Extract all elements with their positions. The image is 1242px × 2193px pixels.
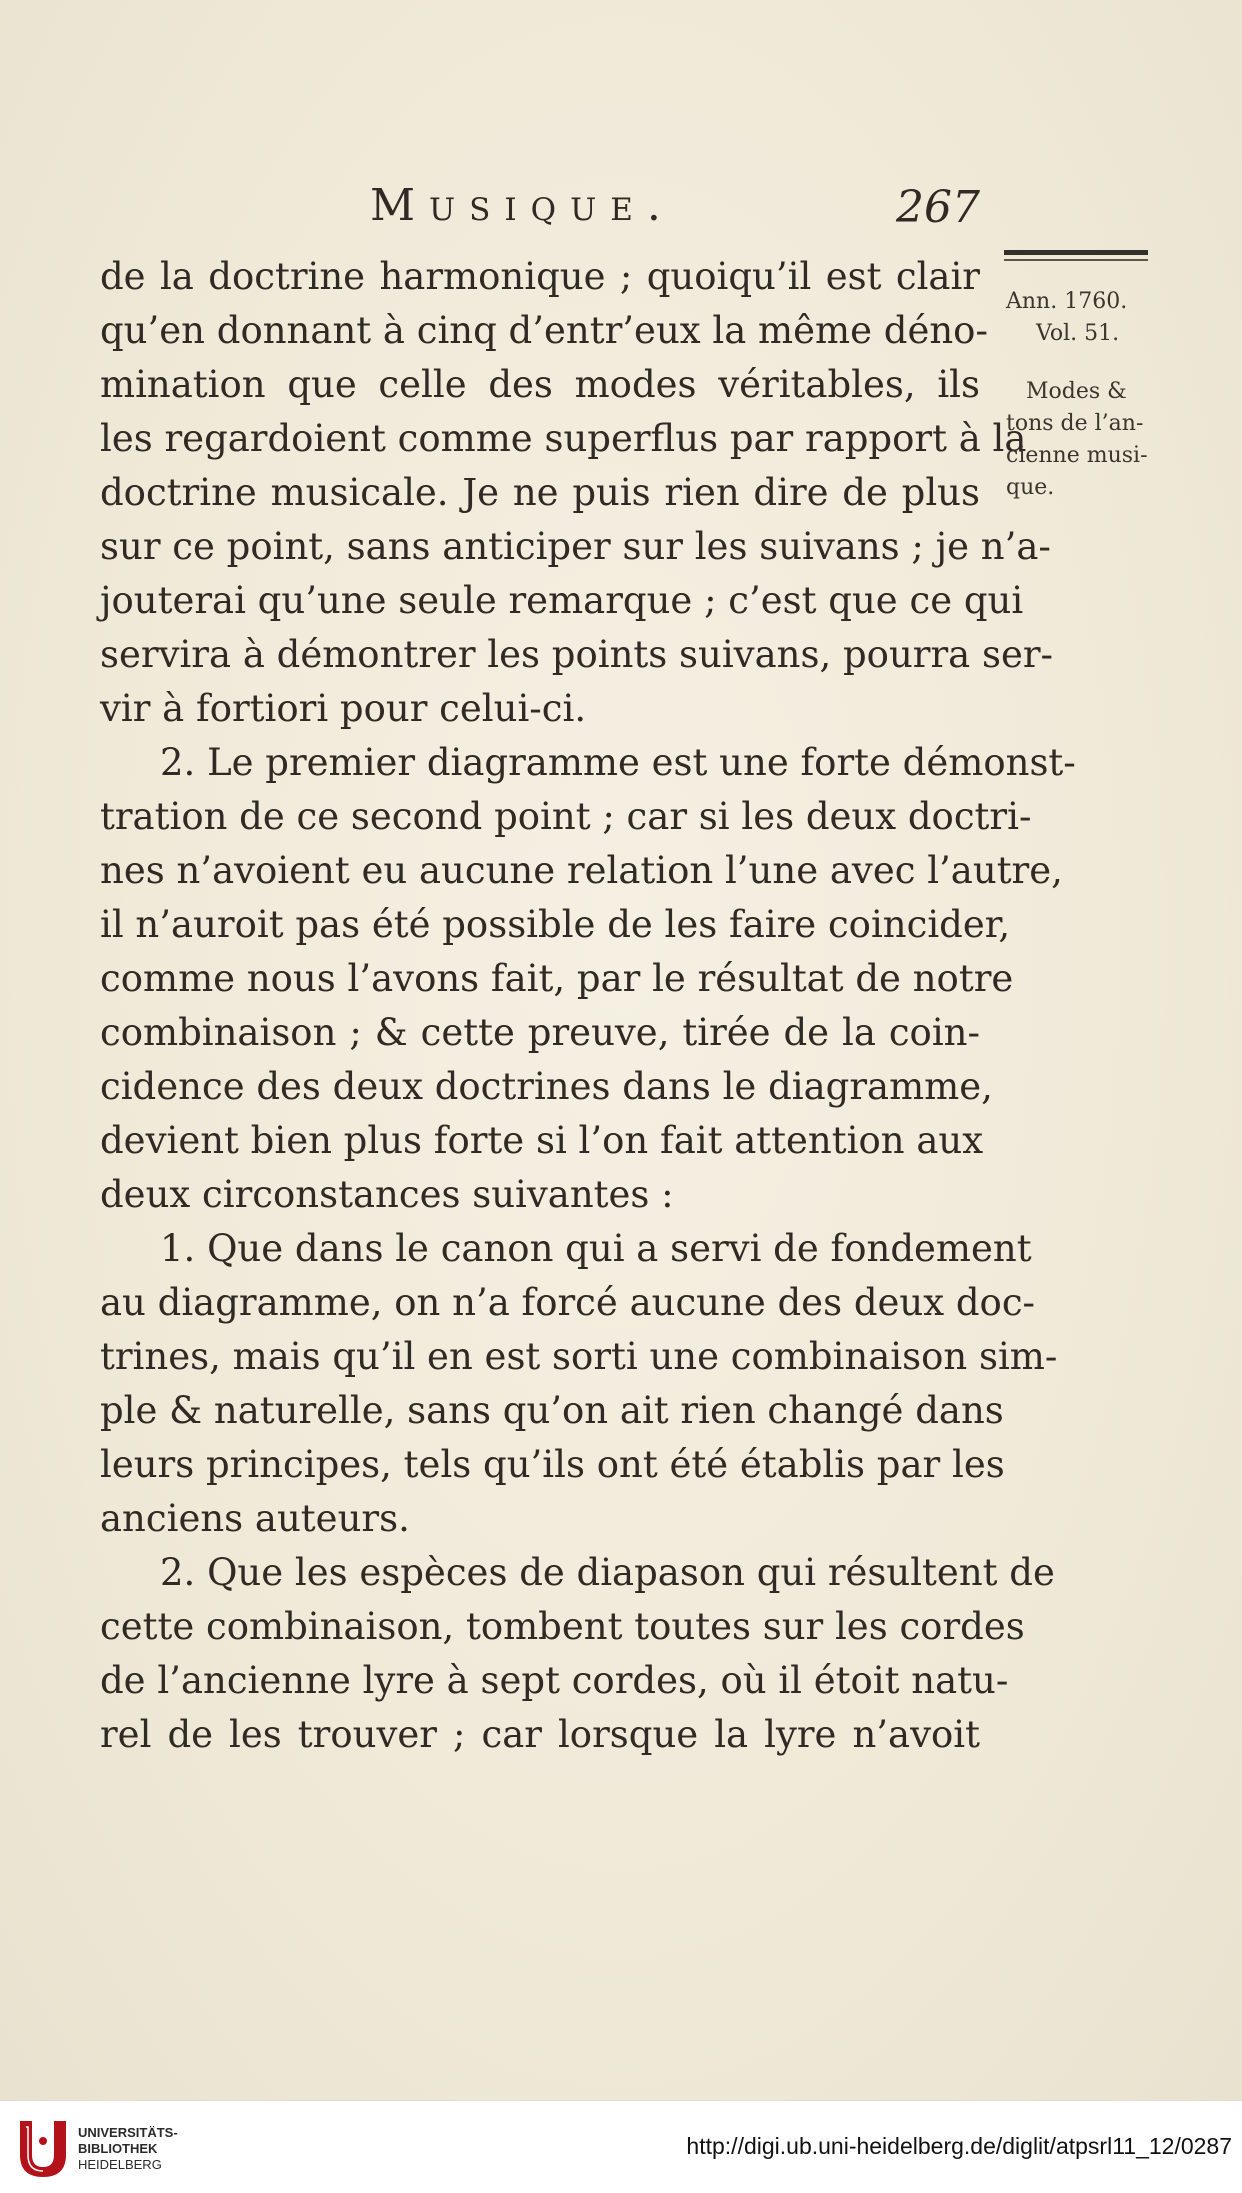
margin-volume: Vol. 51. <box>1036 321 1120 346</box>
text-line: tration de ce second point ; car si les deux doctri- <box>100 795 1032 838</box>
margin-rule <box>1004 250 1148 255</box>
text-line: 1. Que dans le canon qui a servi de fondement <box>160 1227 1032 1270</box>
library-name-line: UNIVERSITÄTS- <box>78 2125 178 2140</box>
margin-subject-line: tons de l’an- <box>1006 411 1144 436</box>
text-line: de la doctrine harmonique ; quoiqu’il est clair <box>100 255 980 298</box>
university-seal-icon <box>12 2115 74 2181</box>
text-line: anciens auteurs. <box>100 1497 410 1540</box>
text-line: rel de les trouver ; car lorsque la lyre n’avoit <box>100 1713 980 1756</box>
text-line: trines, mais qu’il en est sorti une combinaison sim- <box>100 1335 1058 1378</box>
text-line: qu’en donnant à cinq d’entr’eux la même déno- <box>100 309 988 352</box>
text-line: il n’auroit pas été possible de les faire coincider, <box>100 903 1011 946</box>
text-line: les regardoient comme superflus par rapport à la <box>100 417 1027 460</box>
text-line: de l’ancienne lyre à sept cordes, où il étoit natu- <box>100 1659 1009 1702</box>
text-line: leurs principes, tels qu’ils ont été établis par les <box>100 1443 1005 1486</box>
text-line: comme nous l’avons fait, par le résultat de notre <box>100 957 1014 1000</box>
text-line: devient bien plus forte si l’on fait attention aux <box>100 1119 984 1162</box>
text-line: vir à fortiori pour celui-ci. <box>100 687 587 730</box>
text-line: doctrine musicale. Je ne puis rien dire de plus <box>100 471 980 514</box>
running-head <box>360 180 1000 250</box>
permalink-url[interactable]: http://digi.ub.uni-heidelberg.de/diglit/atpsrl11_12/0287 <box>686 2133 1232 2159</box>
text-line: mination que celle des modes véritables, ils <box>100 363 980 406</box>
text-line: ple & naturelle, sans qu’on ait rien changé dans <box>100 1389 1004 1432</box>
text-line: deux circonstances suivantes : <box>100 1173 674 1216</box>
library-name-line: HEIDELBERG <box>78 2157 162 2172</box>
library-name-line: BIBLIOTHEK <box>78 2141 158 2156</box>
margin-gap <box>1006 350 1186 376</box>
text-line: servira à démontrer les points suivans, pourra ser- <box>100 633 1054 676</box>
margin-subject-line: que. <box>1006 475 1055 500</box>
text-line: 2. Le premier diagramme est une forte démonst- <box>160 741 1076 784</box>
text-line: combinaison ; & cette preuve, tirée de la coin- <box>100 1011 980 1054</box>
margin-subject-line: cienne musi- <box>1006 443 1148 468</box>
running-title: Musique. <box>370 180 675 231</box>
library-name <box>78 2125 178 2173</box>
text-line: cidence des deux doctrines dans le diagramme, <box>100 1065 993 1108</box>
margin-year: Ann. 1760. <box>1006 289 1128 314</box>
page-number: 267 <box>896 182 980 233</box>
text-line: sur ce point, sans anticiper sur les suivans ; je n’a- <box>100 525 1051 568</box>
text-line: 2. Que les espèces de diapason qui résultent de <box>160 1551 1055 1594</box>
text-line: au diagramme, on n’a forcé aucune des deux doc- <box>100 1281 1036 1324</box>
text-line: cette combinaison, tombent toutes sur les cordes <box>100 1605 1025 1648</box>
margin-subject-line: Modes & <box>1026 379 1127 404</box>
text-line: jouterai qu’une seule remarque ; c’est que ce qui <box>100 579 1024 622</box>
text-line: nes n’avoient eu aucune relation l’une avec l’autre, <box>100 849 1063 892</box>
footer-bar <box>0 2100 1242 2193</box>
margin-note <box>1006 286 1186 504</box>
